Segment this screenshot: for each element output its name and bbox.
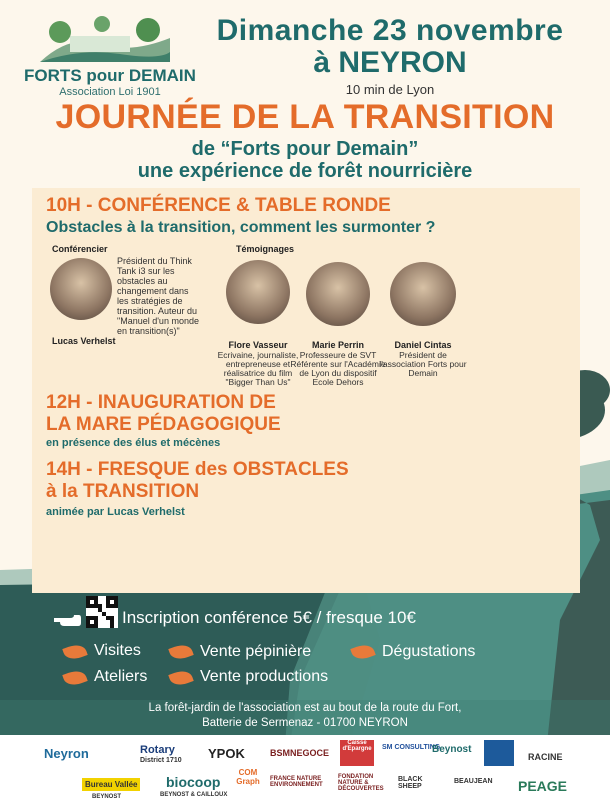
event-date: Dimanche 23 novembre [216,14,564,47]
witness-photo-marie [306,262,370,326]
event-distance: 10 min de Lyon [345,82,435,97]
session-12h-subtitle: en présence des élus et mécènes [46,437,221,449]
speaker-name: Lucas Verhelst [52,336,116,346]
qr-code-icon [86,596,118,628]
witness-label: Témoignages [236,244,295,254]
sponsor-beynost: Beynost [432,744,472,755]
activity-degustations: Dégustations [382,643,476,660]
program-panel [32,188,580,593]
logo-subtitle: Association Loi 1901 [59,86,161,98]
logo-title: FORTS pour DEMAIN [24,66,196,85]
inscription-price: Inscription conférence 5€ / fresque 10€ [122,608,416,627]
subtitle-tagline: une expérience de forêt nourricière [137,160,473,182]
witness-name-flore: Flore Vasseur [228,340,288,350]
sponsor-racine: RACINE [528,752,563,762]
sponsor-fondation-nature: FONDATION NATURE & DÉCOUVERTES [338,774,384,792]
sponsor-rotary: Rotary [140,744,175,756]
sponsor-black-sheep: BLACK SHEEP [398,776,423,790]
witness-photo-flore [226,260,290,324]
logo-landscape-icon [40,14,170,62]
sponsor-biocoop-city: BEYNOST & CAILLOUX [160,792,228,798]
session-14h-title-1: 14H - FRESQUE des OBSTACLES [46,459,349,480]
sponsor-neyron: Neyron [44,746,89,761]
sponsor-bureau-vallee-city: BEYNOST [92,794,122,800]
speaker-photo [50,258,112,320]
session-10h-title: 10H - CONFÉRENCE & TABLE RONDE [46,195,391,216]
session-12h-title-2: LA MARE PÉDAGOGIQUE [46,414,281,435]
sponsor-logo-blue [484,740,514,766]
speaker-label: Conférencier [52,244,108,254]
subtitle-organizer: de “Forts pour Demain” [191,138,419,160]
witness-photo-daniel [390,262,456,326]
sponsor-rotary-district: District 1710 [140,757,182,764]
session-14h-title-2: à la TRANSITION [46,481,200,502]
sponsor-biocoop: biocoop [166,774,221,790]
speaker-bio: Président du Think Tank i3 sur les obstacles au changement dans les stratégies de transition. Auteur du "Manuel d'un monde en transition(s)" [117,256,199,336]
main-title: JOURNÉE DE LA TRANSITION [55,98,555,136]
sponsor-comgraph: COM Graph [236,768,260,786]
sponsor-bsm: BSMNEGOCE [270,748,330,758]
activity-vente-pepiniere: Vente pépinière [200,643,312,660]
sponsor-bureau-vallee: Bureau Vallée [82,778,140,791]
event-city: à NEYRON [313,46,467,79]
address-line-1: La forêt-jardin de l'association est au bout de la route du Fort, [148,702,462,714]
witness-name-marie: Marie Perrin [311,340,365,350]
sponsor-sm-consulting: SM CONSULTING [382,744,441,751]
witness-desc-marie: Professeure de SVT Référente sur l'Académie de Lyon du dispositif Ecole Dehors [290,350,386,387]
witness-desc-flore: Ecrivaine, journaliste, entrepreneuse et réalisatrice du film "Bigger Than Us" [217,350,299,387]
witness-desc-daniel: Président de l'association Forts pour Demain [379,350,467,378]
witness-name-daniel: Daniel Cintas [394,340,452,350]
address-line-2: Batterie de Sermenaz - 01700 NEYRON [202,717,408,729]
session-14h-subtitle: animée par Lucas Verhelst [46,506,185,518]
pointing-hand-icon [52,612,82,628]
sponsor-ypok: YPOK [208,746,245,761]
sponsor-beaujean: BEAUJEAN [454,778,493,785]
sponsor-caisse: Caisse d'Epargne [340,740,374,766]
activity-ateliers: Ateliers [94,668,148,685]
activity-visites: Visites [94,642,141,659]
session-10h-question: Obstacles à la transition, comment les surmonter ? [46,219,436,236]
qr-code[interactable] [86,596,118,628]
activity-vente-productions: Vente productions [200,668,329,685]
session-12h-title-1: 12H - INAUGURATION DE [46,392,276,413]
sponsor-fne: FRANCE NATURE ENVIRONNEMENT [270,776,323,788]
sponsor-peage: PEAGE [518,778,568,794]
